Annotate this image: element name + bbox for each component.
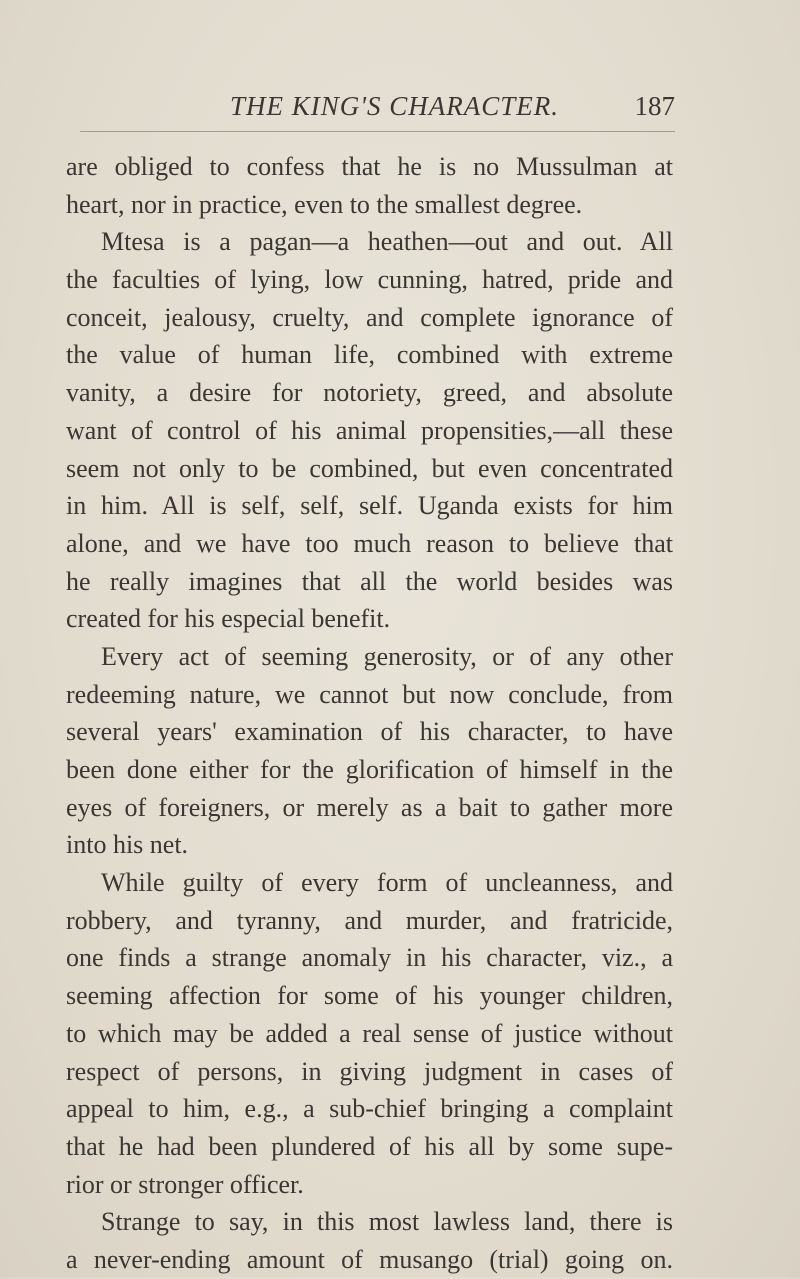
- text-line: Strange to say, in this most lawless land, there is: [101, 1207, 673, 1237]
- text-line: in him. All is self, self, self. Uganda exists for him: [66, 491, 673, 521]
- text-line: redeeming nature, we cannot but now conclude, from: [66, 679, 673, 709]
- body-text: [66, 148, 673, 1279]
- text-line: Mtesa is a pagan—a heathen—out and out. All: [101, 227, 673, 257]
- text-line: created for his especial benefit.: [66, 604, 391, 634]
- text-line: seem not only to be combined, but even concentrated: [66, 453, 673, 483]
- text-line: vanity, a desire for notoriety, greed, and absolute: [66, 378, 673, 408]
- text-line: one finds a strange anomaly in his character, viz., a: [66, 943, 673, 973]
- text-line: he really imagines that all the world besides was: [66, 566, 673, 596]
- text-line: the value of human life, combined with extreme: [66, 340, 673, 370]
- text-line: to which may be added a real sense of justice without: [66, 1018, 673, 1048]
- text-line: want of control of his animal propensities,—all these: [66, 415, 673, 445]
- text-line: been done either for the glorification of himself in the: [66, 755, 673, 784]
- text-line: conceit, jealousy, cruelty, and complete ignorance of: [66, 302, 673, 332]
- text-line: a never-ending amount of musango (trial) going on.: [66, 1244, 673, 1274]
- text-line: are obliged to confess that he is no Mussulman at: [66, 152, 673, 181]
- text-line: rior or stronger officer.: [66, 1169, 304, 1199]
- text-line: the faculties of lying, low cunning, hatred, pride and: [66, 265, 673, 295]
- text-line: seeming affection for some of his younger children,: [66, 981, 673, 1011]
- text-line: that he had been plundered of his all by some supe-: [66, 1131, 673, 1161]
- text-line: While guilty of every form of uncleanness, and: [101, 868, 673, 898]
- running-head-title: THE KING'S CHARACTER.: [230, 91, 560, 121]
- text-line: alone, and we have too much reason to believe that: [66, 528, 673, 558]
- text-line: appeal to him, e.g., a sub-chief bringing a complaint: [66, 1094, 673, 1124]
- text-line: eyes of foreigners, or merely as a bait to gather more: [66, 792, 673, 822]
- page-number: 187: [634, 91, 675, 121]
- text-line: several years' examination of his character, to have: [66, 717, 673, 747]
- running-head: [80, 86, 675, 126]
- header-rule: [80, 131, 675, 132]
- text-line: heart, nor in practice, even to the smallest degree.: [66, 189, 583, 219]
- text-line: into his net.: [66, 830, 189, 860]
- text-line: robbery, and tyranny, and murder, and fratricide,: [66, 905, 673, 935]
- text-line: Every act of seeming generosity, or of any other: [101, 641, 673, 671]
- text-line: respect of persons, in giving judgment in cases of: [66, 1056, 673, 1086]
